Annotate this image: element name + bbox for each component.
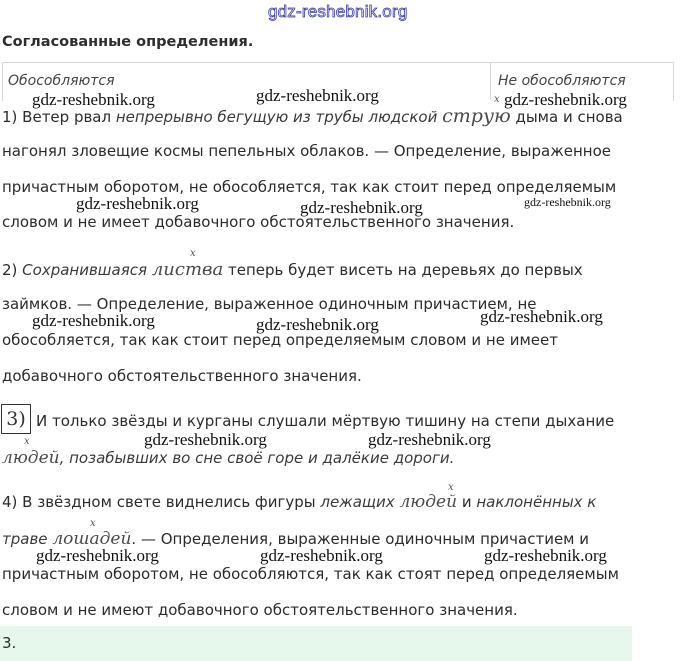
- watermark: gdz-reshebnik.org: [76, 194, 199, 213]
- watermark: gdz-reshebnik.org: [144, 430, 267, 449]
- watermark: gdz-reshebnik.org: [256, 315, 379, 334]
- watermark: gdz-reshebnik.org: [504, 90, 627, 109]
- next-item-label: 3.: [2, 634, 17, 652]
- example-4-x-mark-2: x: [90, 518, 96, 529]
- example-1-line-3: причастным оборотом, не обособляется, так как стоит перед определяемым: [2, 178, 617, 196]
- example-3-line-1: И только звёзды и курганы слушали мёртвую тишину на степи дыхание: [36, 412, 615, 430]
- watermark: gdz-reshebnik.org: [36, 546, 159, 565]
- example-4-line-4: словом и не имеют добавочного обстоятельственного значения.: [2, 601, 518, 619]
- example-3-participial-phrase: , позабывших во сне своё горе и далёкие дороги.: [59, 449, 455, 467]
- watermark: gdz-reshebnik.org: [260, 546, 383, 565]
- example-4-line-1: [2, 492, 596, 512]
- section-title: Согласованные определения.: [2, 34, 254, 50]
- example-4-x-mark-1: x: [448, 482, 454, 493]
- example-2-noun: листва: [151, 259, 224, 280]
- example-4-noun-1: людей: [399, 492, 458, 512]
- watermark: gdz-reshebnik.org: [32, 90, 155, 109]
- example-4-post: . — Определения, выраженные одиночным причастием и: [131, 530, 590, 548]
- example-2-line-1: [2, 259, 583, 280]
- next-item-bar: [0, 626, 632, 661]
- watermark: gdz-reshebnik.org: [300, 198, 423, 217]
- example-4-participle-3: траве: [2, 530, 48, 548]
- example-4-conjunction: и: [457, 493, 477, 511]
- column-header-isolated: Обособляются: [8, 73, 115, 89]
- example-3-noun: людей: [2, 448, 60, 468]
- example-3-number-box: 3): [1, 404, 31, 434]
- site-header: gdz-reshebnik.org: [268, 2, 408, 21]
- table-column-divider: [490, 62, 491, 100]
- watermark: gdz-reshebnik.org: [480, 307, 603, 326]
- example-4-participle-1: лежащих: [320, 493, 395, 511]
- example-2-line-2: займков. — Определение, выраженное одиночным причастием, не: [2, 295, 537, 313]
- example-1-pre: Ветер рвал: [22, 108, 116, 126]
- example-2-number: 2): [2, 261, 23, 279]
- example-2-post: теперь будет висеть на деревьях до первых: [223, 261, 583, 279]
- example-1-noun: струю: [442, 105, 511, 127]
- example-3-line-2: [2, 448, 454, 468]
- example-4-participle-2: наклонённых к: [476, 493, 597, 511]
- example-1-post: дыма и снова: [510, 108, 623, 126]
- example-1-participial-phrase: непрерывно бегущую из трубы людской: [115, 108, 443, 126]
- example-2-line-3: обособляется, так как стоит перед определяемым словом и не имеет: [2, 331, 558, 349]
- watermark: gdz-reshebnik.org: [256, 86, 379, 105]
- watermark: gdz-reshebnik.org: [32, 311, 155, 330]
- example-4-line-3: причастным оборотом, не обособляются, так как стоят перед определяемым: [2, 565, 619, 583]
- example-1-line-2: нагонял зловещие космы пепельных облаков. — Определение, выраженное: [2, 142, 611, 160]
- watermark-small: gdz-reshebnik.org: [524, 195, 611, 209]
- watermark: gdz-reshebnik.org: [368, 430, 491, 449]
- example-4-noun-2: лошадей: [52, 529, 132, 549]
- example-2-x-mark: x: [190, 248, 196, 259]
- example-2-line-4: добавочного обстоятельственного значения.: [2, 367, 362, 385]
- example-1-line-4: словом и не имеет добавочного обстоятельственного значения.: [2, 213, 515, 231]
- watermark: gdz-reshebnik.org: [484, 546, 607, 565]
- example-4-pre: В звёздном свете виднелись фигуры: [22, 493, 321, 511]
- example-1-number: 1): [2, 108, 23, 126]
- example-1-x-mark: x: [494, 94, 500, 105]
- example-2-participle: Сохранившаяся: [22, 261, 148, 279]
- column-header-not-isolated: Не обособляются: [498, 73, 626, 89]
- example-3-x-mark: x: [24, 436, 30, 447]
- example-4-number: 4): [2, 493, 23, 511]
